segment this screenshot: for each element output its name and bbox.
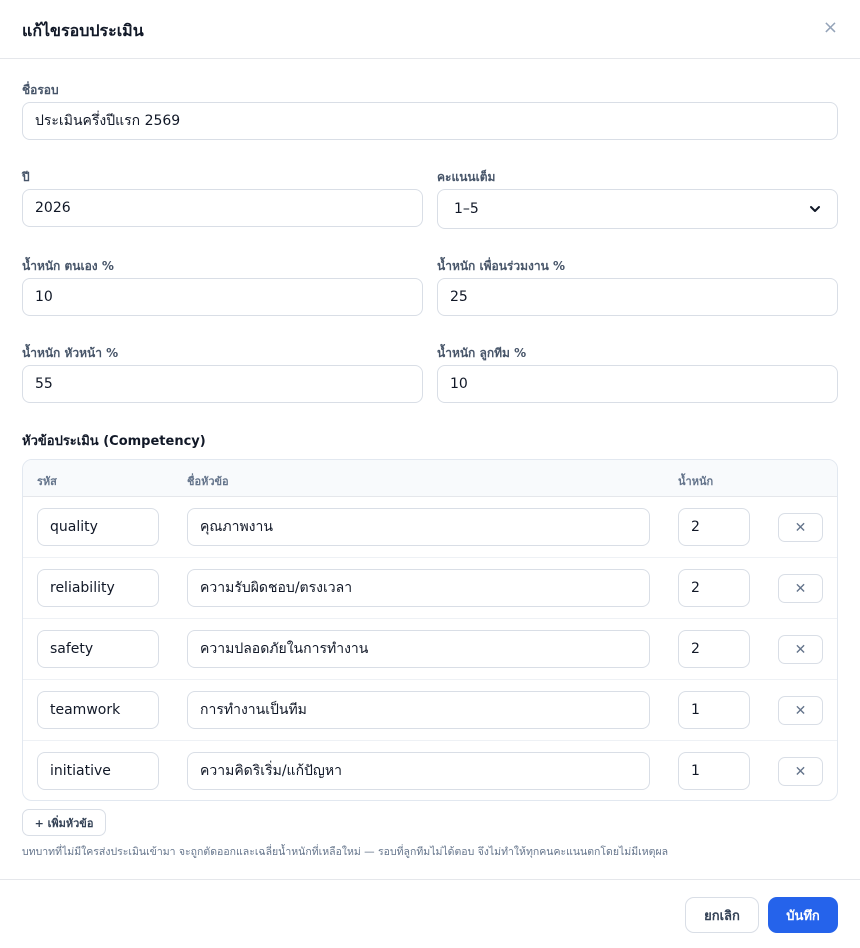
close-icon: ✕: [794, 641, 807, 658]
cancel-button[interactable]: ยกเลิก: [685, 897, 759, 933]
remove-row-button[interactable]: [778, 696, 823, 725]
dialog-header: [0, 0, 860, 59]
competency-name-input[interactable]: คุณภาพงาน: [187, 508, 650, 546]
competency-section-title: หัวข้อประเมิน (Competency): [22, 434, 206, 449]
year-label: ปี: [22, 170, 30, 184]
competency-table: [22, 459, 838, 801]
close-icon: ✕: [794, 763, 807, 780]
remove-row-button[interactable]: [778, 574, 823, 603]
dialog-footer: [0, 879, 860, 948]
weight-peer-input[interactable]: [437, 278, 838, 316]
close-icon: ✕: [794, 702, 807, 719]
year-input[interactable]: [22, 189, 423, 227]
add-competency-button[interactable]: + เพิ่มหัวข้อ: [22, 809, 106, 836]
table-row: [23, 497, 837, 558]
remove-row-button[interactable]: [778, 513, 823, 542]
max-score-value: 1–5: [454, 201, 479, 217]
table-row: [23, 680, 837, 741]
competency-table-header: [23, 460, 837, 497]
competency-name-input[interactable]: การทำงานเป็นทีม: [187, 691, 650, 729]
weight-subordinate-label: น้ำหนัก ลูกทีม %: [437, 346, 527, 360]
competency-weight-input[interactable]: 1: [678, 691, 750, 729]
competency-code-input[interactable]: teamwork: [37, 691, 159, 729]
close-icon[interactable]: ×: [822, 17, 838, 38]
max-score-select[interactable]: [437, 189, 838, 229]
competency-weight-input[interactable]: 2: [678, 508, 750, 546]
weight-manager-label: น้ำหนัก หัวหน้า %: [22, 346, 119, 360]
remove-row-button[interactable]: [778, 757, 823, 786]
chevron-down-icon: [809, 203, 821, 215]
competency-name-input[interactable]: ความรับผิดชอบ/ตรงเวลา: [187, 569, 650, 607]
competency-code-input[interactable]: safety: [37, 630, 159, 668]
competency-name-input[interactable]: ความคิดริเริ่ม/แก้ปัญหา: [187, 752, 650, 790]
column-header-code: รหัส: [37, 475, 57, 488]
round-name-label: ชื่อรอบ: [22, 83, 59, 97]
competency-code-input[interactable]: quality: [37, 508, 159, 546]
dialog-title: แก้ไขรอบประเมิน: [22, 21, 144, 40]
weight-redistribution-note: บทบาทที่ไม่มีใครส่งประเมินเข้ามา จะถูกตัดออกและเฉลี่ยน้ำหนักที่เหลือใหม่ — รอบที่ลูกทีมไม่ได้ตอบ จึงไม่ทำให้ทุกคนคะแนนตกโดยไม่มีเหตุผล: [22, 846, 669, 858]
remove-row-button[interactable]: [778, 635, 823, 664]
competency-weight-input[interactable]: 1: [678, 752, 750, 790]
round-name-input[interactable]: [22, 102, 838, 140]
weight-manager-input[interactable]: [22, 365, 423, 403]
table-row: [23, 619, 837, 680]
competency-weight-input[interactable]: 2: [678, 630, 750, 668]
column-header-name: ชื่อหัวข้อ: [187, 475, 229, 488]
save-button[interactable]: บันทึก: [768, 897, 838, 933]
competency-code-input[interactable]: initiative: [37, 752, 159, 790]
competency-weight-input[interactable]: 2: [678, 569, 750, 607]
column-header-weight: น้ำหนัก: [678, 475, 714, 488]
weight-self-input[interactable]: [22, 278, 423, 316]
weight-subordinate-input[interactable]: [437, 365, 838, 403]
close-icon: ✕: [794, 519, 807, 536]
table-row: [23, 558, 837, 619]
weight-self-label: น้ำหนัก ตนเอง %: [22, 259, 114, 273]
table-row: [23, 741, 837, 801]
close-icon: ✕: [794, 580, 807, 597]
competency-name-input[interactable]: ความปลอดภัยในการทำงาน: [187, 630, 650, 668]
max-score-label: คะแนนเต็ม: [437, 170, 496, 184]
competency-code-input[interactable]: reliability: [37, 569, 159, 607]
weight-peer-label: น้ำหนัก เพื่อนร่วมงาน %: [437, 259, 566, 273]
